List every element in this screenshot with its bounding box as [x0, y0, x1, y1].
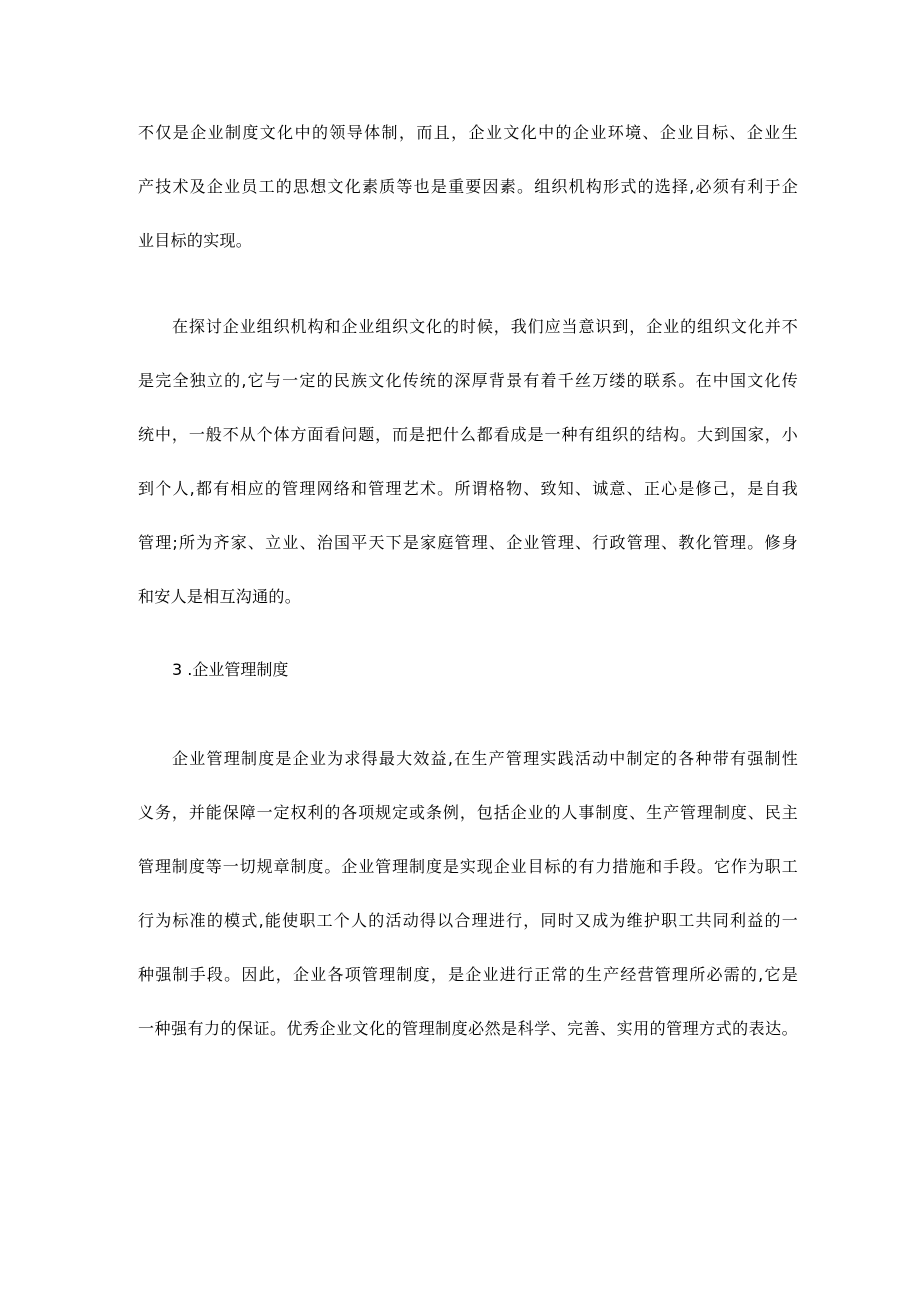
section-heading: 3 .企业管理制度 — [172, 660, 289, 679]
paragraph-line: 管理制度等一切规章制度。企业管理制度是实现企业目标的有力措施和手段。它作为职工 — [138, 857, 798, 876]
paragraph-management-system — [138, 732, 798, 1056]
paragraph-line: 到个人,都有相应的管理网络和管理艺术。所谓格物、致知、诚意、正心是修己，是自我 — [138, 479, 798, 498]
paragraph-line: 业目标的实现。 — [138, 231, 253, 250]
paragraph-line: 一种强有力的保证。优秀企业文化的管理制度必然是科学、完善、实用的管理方式的表达。 — [138, 1019, 798, 1038]
paragraph-line: 统中，一般不从个体方面看问题，而是把什么都看成是一种有组织的结构。大到国家，小 — [138, 425, 798, 444]
paragraph-line: 企业管理制度是企业为求得最大效益,在生产管理实践活动中制定的各种带有强制性 — [172, 749, 798, 768]
paragraph-line: 行为标准的模式,能使职工个人的活动得以合理进行，同时又成为维护职工共同利益的一 — [138, 911, 798, 930]
paragraph-line: 管理;所为齐家、立业、治国平天下是家庭管理、企业管理、行政管理、教化管理。修身 — [138, 533, 798, 552]
paragraph-line: 和安人是相互沟通的。 — [138, 587, 302, 606]
paragraph-line: 是完全独立的,它与一定的民族文化传统的深厚背景有着千丝万缕的联系。在中国文化传 — [138, 371, 798, 390]
paragraph-line: 种强制手段。因此，企业各项管理制度，是企业进行正常的生产经营管理所必需的,它是 — [138, 965, 798, 984]
paragraph-organizational-culture — [138, 300, 798, 624]
paragraph-line: 在探讨企业组织机构和企业组织文化的时候，我们应当意识到，企业的组织文化并不 — [172, 317, 798, 336]
paragraph-line: 义务，并能保障一定权利的各项规定或条例，包括企业的人事制度、生产管理制度、民主 — [138, 803, 798, 822]
paragraph-line: 不仅是企业制度文化中的领导体制，而且，企业文化中的企业环境、企业目标、企业生 — [138, 123, 798, 142]
paragraph-line: 产技术及企业员工的思想文化素质等也是重要因素。组织机构形式的选择,必须有利于企 — [138, 177, 798, 196]
paragraph-institutional-factors — [138, 106, 798, 268]
